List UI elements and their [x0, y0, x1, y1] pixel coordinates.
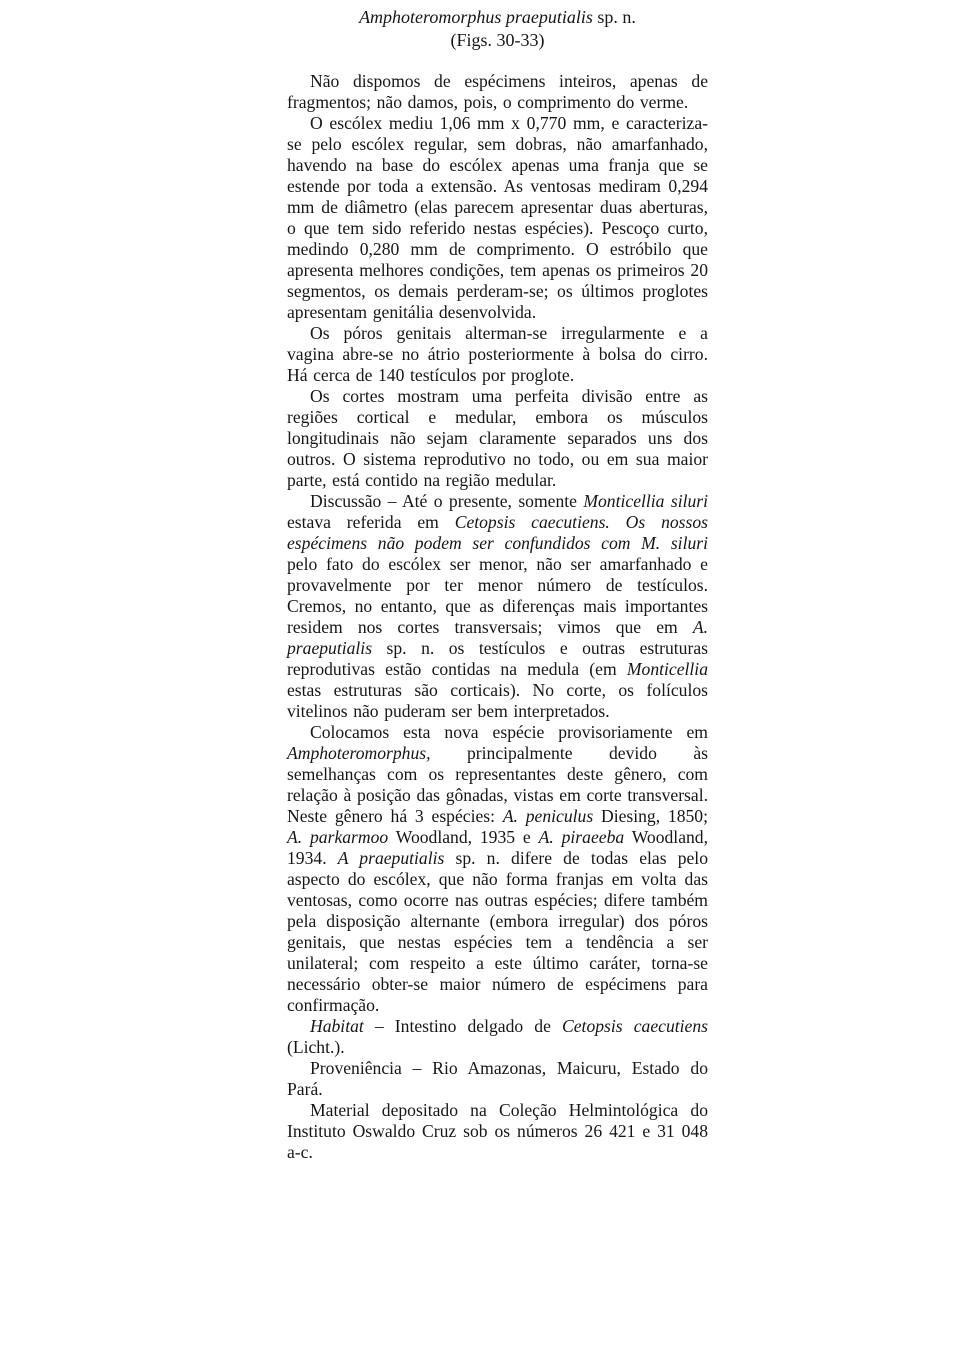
paragraph [287, 386, 708, 491]
italic-text-run: A praeputialis [337, 848, 445, 868]
text-column [287, 6, 708, 1163]
text-run: estas estruturas são corticais). No corte, os folículos vitelinos não puderam ser bem interpretados. [287, 680, 708, 721]
paragraph [287, 1100, 708, 1163]
text-run: Os cortes mostram uma perfeita divisão entre as regiões cortical e medular, embora os músculos longitudinais não sejam claramente separados uns dos outros. O sistema reprodutivo no todo, ou em sua maior parte, está contido na região medular. [287, 386, 708, 490]
text-run: Diesing, 1850; [593, 806, 708, 826]
text-run: (Licht.). [287, 1037, 345, 1057]
italic-text-run: A. piraeeba [538, 827, 625, 847]
italic-text-run: Monticellia siluri [583, 491, 709, 511]
italic-text-run: A. peniculus [502, 806, 594, 826]
text-run: sp. n. difere de todas elas pelo aspecto do escólex, que não forma franjas em volta das ventosas, como ocorre nas outras espécies; difere também pela disposição alternante (embora irregular) dos póros genitais, que nestas espécies tem a tendência a ser unilateral; com respeito a este último caráter, torna-se necessário obter-se maior número de espécimens para confirmação. [287, 848, 708, 1015]
paragraph [287, 722, 708, 1016]
text-run: sp. n. [592, 7, 636, 27]
text-run: pelo fato do escólex ser menor, não ser amarfanhado e provavelmente por ter menor número de testículos. Cremos, no entanto, que as diferenças mais importantes residem nos cortes transversais; vimos que em [287, 554, 708, 637]
text-run: O escólex mediu 1,06 mm x 0,770 mm, e caracteriza-se pelo escólex regular, sem dobras, não amarfanhado, havendo na base do escólex apenas uma franja que se estende por toda a extensão. As ventosas mediram 0,294 mm de diâmetro (elas parecem apresentar duas aberturas, o que tem sido referido nestas espécies). Pescoço curto, medindo 0,280 mm de comprimento. O estróbilo que apresenta melhores condições, tem apenas os primeiros 20 segmentos, os demais perderam-se; os últimos proglotes apresentam genitália desenvolvida. [287, 113, 708, 322]
italic-text-run: Amphoteromorphus, [287, 743, 431, 763]
text-run: Os póros genitais alterman-se irregularmente e a vagina abre-se no átrio posteriormente à bolsa do cirro. Há cerca de 140 testículos por proglote. [287, 323, 708, 385]
text-run: Woodland, 1935 e [388, 827, 539, 847]
paragraph [287, 113, 708, 323]
text-run: sp. n. os testículos e outras estruturas reprodutivas estão contidas na medula (em [287, 638, 708, 679]
text-run: Não dispomos de espécimens inteiros, apenas de fragmentos; não damos, pois, o comprimento do verme. [287, 71, 708, 112]
italic-text-run: Monticellia [626, 659, 708, 679]
text-run: Material depositado na Coleção Helmintológica do Instituto Oswaldo Cruz sob os números 26 421 e 31 048 a-c. [287, 1100, 708, 1162]
italic-text-run: Habitat [310, 1016, 364, 1036]
text-run: Colocamos esta nova espécie provisoriamente em [310, 722, 708, 742]
body-text [287, 71, 708, 1163]
text-run: estava referida em [287, 512, 455, 532]
text-run: Proveniência – Rio Amazonas, Maicuru, Estado do Pará. [287, 1058, 708, 1099]
italic-text-run: Cetopsis caecutiens. Os nossos espécimens não podem ser confundidos com M. siluri [287, 512, 708, 553]
italic-text-run: Cetopsis caecutiens [562, 1016, 708, 1036]
paragraph [287, 1016, 708, 1058]
paragraph [287, 71, 708, 113]
italic-text-run: A. praeputialis [287, 617, 708, 658]
paragraph [287, 1058, 708, 1100]
paragraph [287, 491, 708, 722]
paragraph [287, 323, 708, 386]
text-run: Woodland, 1934. [287, 827, 708, 868]
text-run: – Intestino delgado de [363, 1016, 563, 1036]
text-run: principalmente devido às semelhanças com os representantes deste gênero, com relação à posição das gônadas, vistas em corte transversal. Neste gênero há 3 espécies: [287, 743, 708, 826]
italic-text-run: Amphoteromorphus praeputialis [359, 7, 593, 27]
italic-text-run: A. parkarmoo [287, 827, 389, 847]
text-run: Discussão – Até o presente, somente [310, 491, 584, 511]
figs-reference: (Figs. 30-33) [450, 30, 545, 50]
species-title [287, 6, 708, 29]
